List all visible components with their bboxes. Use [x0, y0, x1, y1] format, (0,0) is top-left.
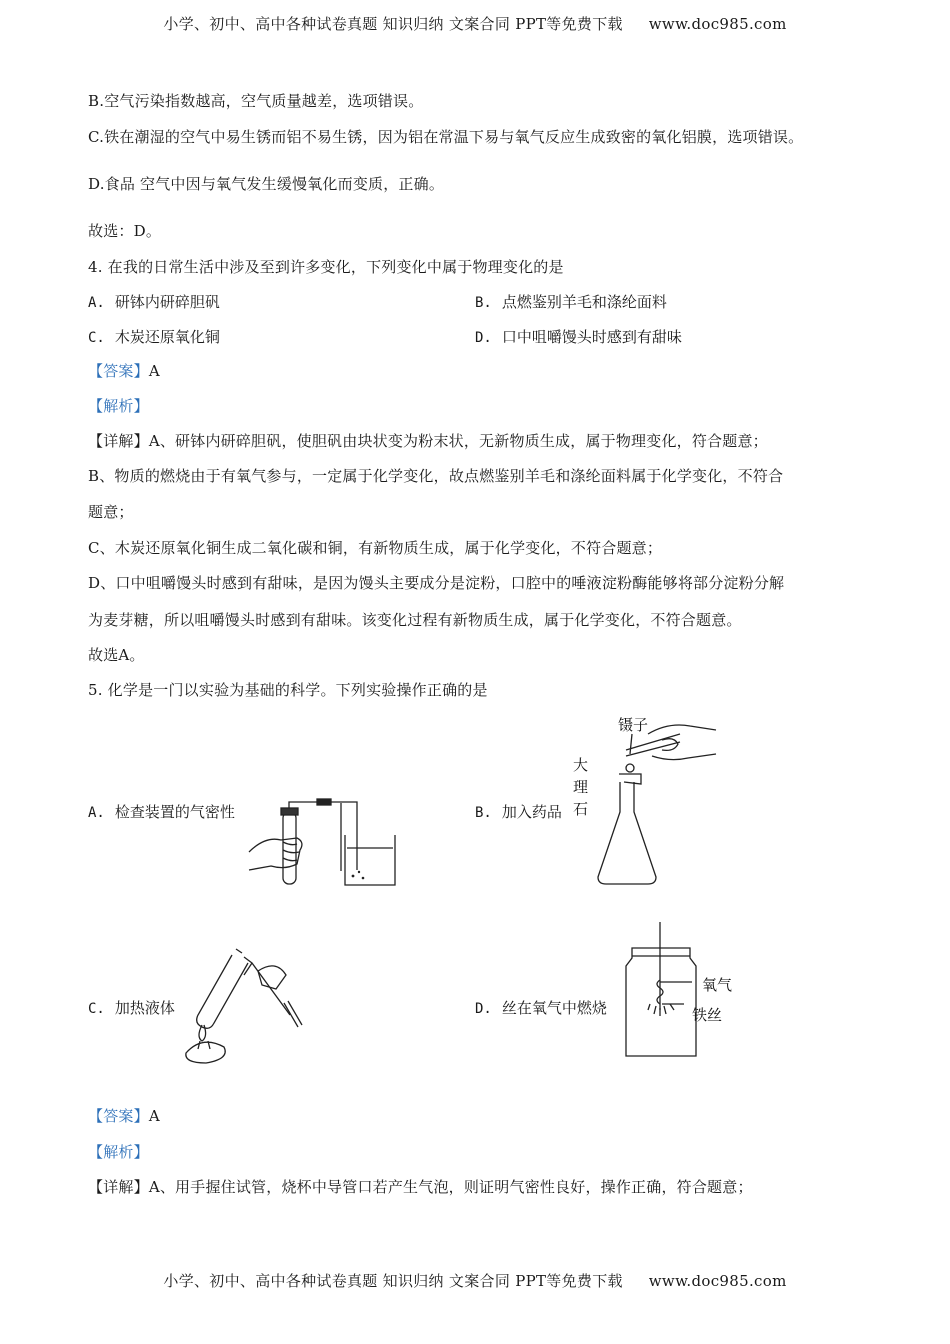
text-line: 故选：D。	[88, 222, 162, 240]
marble-label-2: 理	[573, 778, 589, 796]
question-4-stem: 4. 在我的日常生活中涉及至到许多变化，下列变化中属于物理变化的是	[88, 258, 564, 276]
q4-detail-2: B、物质的燃烧由于有氧气参与，一定属于化学变化，故点燃鉴别羊毛和涤纶面料属于化学变化，不符合	[88, 467, 784, 485]
q5-detail-1: 【详解】A、用手握住试管，烧杯中导管口若产生气泡，则证明气密性良好，操作正确，符合题意；	[88, 1178, 753, 1196]
marble-label-1: 大	[573, 756, 589, 774]
page-footer	[0, 1270, 950, 1291]
question-5-stem: 5. 化学是一门以实验为基础的科学。下列实验操作正确的是	[88, 681, 488, 699]
footer-text: 小学、初中、高中各种试卷真题 知识归纳 文案合同 PPT等免费下载	[163, 1272, 623, 1290]
q4-analysis-tag: 【解析】	[88, 397, 149, 415]
text-line: C.铁在潮湿的空气中易生锈而铝不易生锈，因为铝在常温下易与氧气反应生成致密的氧化铝膜，选项错误。	[88, 128, 804, 146]
tweezers-label: 镊子	[618, 716, 649, 734]
iron-wire-label: 铁丝	[692, 1006, 723, 1024]
q4-detail-5: D、口中咀嚼馒头时感到有甜味，是因为馒头主要成分是淀粉，口腔中的唾液淀粉酶能够将部分淀粉分解	[88, 574, 785, 592]
q4-choose: 故选A。	[88, 646, 145, 664]
q4-detail-6: 为麦芽糖，所以咀嚼馒头时感到有甜味。该变化过程有新物质生成，属于化学变化，不符合题意。	[88, 611, 742, 629]
q4-detail-3: 题意；	[88, 503, 134, 521]
header-text: 小学、初中、高中各种试卷真题 知识归纳 文案合同 PPT等免费下载	[163, 15, 623, 33]
airtightness-figure	[245, 830, 405, 890]
footer-site[interactable]: www.doc985.com	[648, 1272, 787, 1290]
q4-option-a: A. 研钵内研碎胆矾	[88, 293, 220, 311]
q5-option-a: A. 检查装置的气密性	[88, 803, 235, 821]
q5-option-d: D. 丝在氧气中燃烧	[475, 999, 607, 1017]
text-line: B.空气污染指数越高，空气质量越差，选项错误。	[88, 92, 424, 110]
q4-option-b: B. 点燃鉴别羊毛和涤纶面料	[475, 293, 667, 311]
q4-detail-4: C、木炭还原氧化铜生成二氧化碳和铜，有新物质生成，属于化学变化，不符合题意；	[88, 539, 663, 557]
q4-detail-1: 【详解】A、研钵内研碎胆矾，使胆矾由块状变为粉末状，无新物质生成，属于物理变化，符合题意；	[88, 432, 768, 450]
q5-answer: 【答案】A	[88, 1107, 160, 1125]
text-line: D.食品 空气中因与氧气发生缓慢氧化而变质，正确。	[88, 175, 445, 193]
heat-liquid-figure	[180, 945, 305, 1065]
q5-analysis-tag: 【解析】	[88, 1143, 149, 1161]
q4-answer: 【答案】A	[88, 362, 160, 380]
iron-burn-figure	[620, 920, 740, 1060]
q4-option-d: D. 口中咀嚼馒头时感到有甜味	[475, 328, 682, 346]
oxygen-label: 氧气	[702, 976, 733, 994]
q4-option-c: C. 木炭还原氧化铜	[88, 328, 220, 346]
page-header	[0, 13, 950, 34]
marble-label-3: 石	[573, 800, 589, 818]
q5-option-c: C. 加热液体	[88, 999, 175, 1017]
add-drug-figure	[570, 712, 720, 887]
header-site[interactable]: www.doc985.com	[648, 15, 787, 33]
q5-option-b: B. 加入药品	[475, 803, 562, 821]
